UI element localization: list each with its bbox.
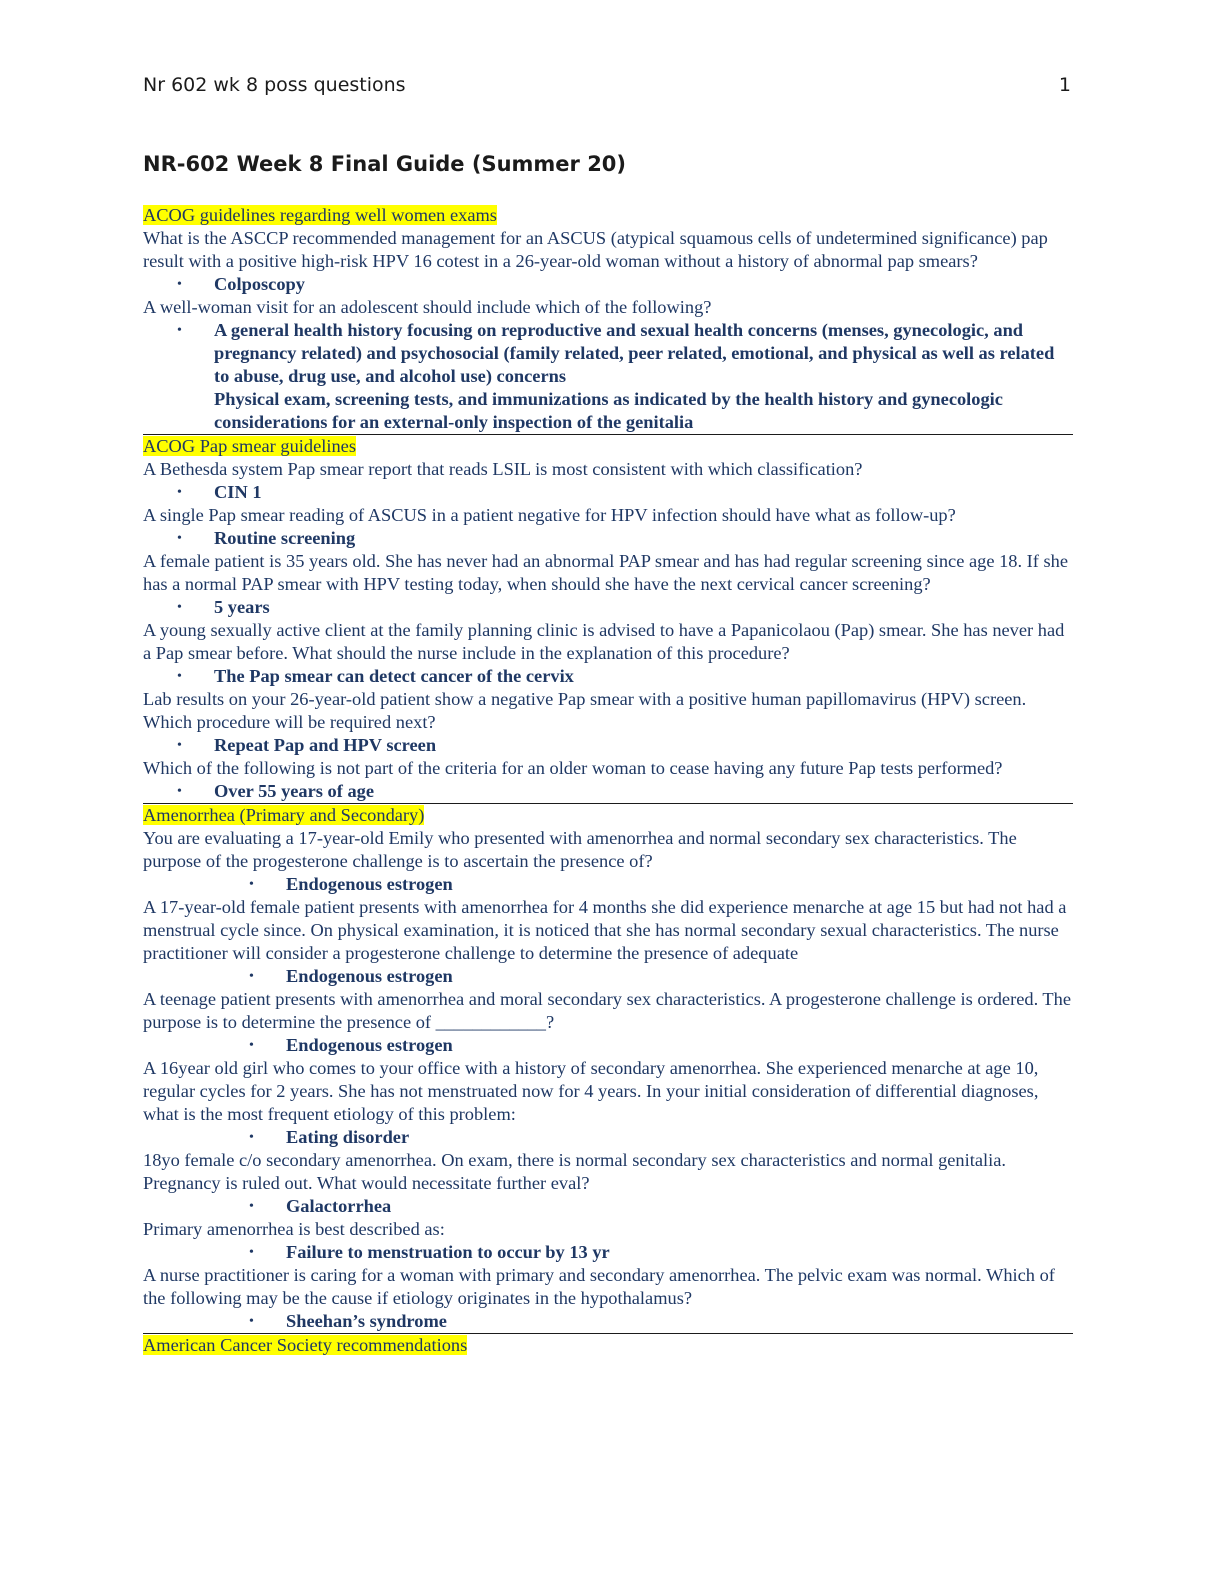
answer-text: Endogenous estrogen (286, 966, 453, 986)
answer-item (143, 1034, 1073, 1057)
answer-text: Endogenous estrogen (286, 874, 453, 894)
question: A female patient is 35 years old. She has never had an abnormal PAP smear and has had regular screening since age 18. If she has a normal PAP smear with HPV testing today, when should she have the next cervical cancer screening? (143, 551, 1069, 594)
question: A young sexually active client at the family planning clinic is advised to have a Papanicolaou (Pap) smear. She has never had a Pap smear before. What should the nurse include in the explanation of this procedure? (143, 620, 1065, 663)
section-well-women-exams (143, 204, 1073, 435)
highlighted-heading: ACOG Pap smear guidelines (143, 436, 356, 456)
section-heading (143, 435, 1073, 458)
bullet-icon: • (177, 669, 182, 684)
answer-text: Sheehan’s syndrome (286, 1311, 447, 1331)
answer-text: Endogenous estrogen (286, 1035, 453, 1055)
bullet-icon: • (177, 531, 182, 546)
bullet-icon: • (249, 1130, 254, 1145)
answer-text: The Pap smear can detect cancer of the cervix (214, 666, 574, 686)
section-heading (143, 804, 1073, 827)
answer-text: Routine screening (214, 528, 356, 548)
header-title: Nr 602 wk 8 poss questions (143, 74, 406, 96)
answer-text: 5 years (214, 597, 270, 617)
bullet-icon: • (249, 1038, 254, 1053)
answer-item (143, 1310, 1073, 1333)
bullet-icon: • (249, 1314, 254, 1329)
answer-item (143, 665, 1073, 688)
document-title: NR-602 Week 8 Final Guide (Summer 20) (143, 152, 627, 176)
bullet-icon: • (249, 877, 254, 892)
answer-text: Galactorrhea (286, 1196, 392, 1216)
bullet-icon: • (177, 277, 182, 292)
answer-item (143, 1126, 1073, 1149)
answer-text: Colposcopy (214, 274, 305, 294)
answer-item (143, 596, 1073, 619)
question: A 17-year-old female patient presents with amenorrhea for 4 months she did experience menarche at age 15 but had not had a menstrual cycle since. On physical examination, it is noticed that she has normal secondary sexual characteristics. The nurse practitioner will consider a progesterone challenge to determine the presence of adequate (143, 897, 1067, 963)
answer-text: Eating disorder (286, 1127, 410, 1147)
answer-item (143, 965, 1073, 988)
answer-item (143, 1195, 1073, 1218)
answer-text: Over 55 years of age (214, 781, 375, 801)
question: What is the ASCCP recommended management for an ASCUS (atypical squamous cells of undetermined significance) pap result with a positive high-risk HPV 16 cotest in a 26-year-old woman without a history of abnormal pap smears? (143, 228, 1048, 271)
answer-text: Physical exam, screening tests, and immunizations as indicated by the health history and gynecologic considerations for an external-only inspection of the genitalia (214, 389, 1003, 432)
bullet-icon: • (249, 969, 254, 984)
section-acs-recommendations (143, 1334, 1073, 1357)
answer-item (143, 319, 1073, 434)
answer-item (143, 873, 1073, 896)
highlighted-heading: ACOG guidelines regarding well women exams (143, 205, 497, 225)
answer-text: Repeat Pap and HPV screen (214, 735, 437, 755)
answer-item (143, 734, 1073, 757)
section-pap-smear-guidelines (143, 435, 1073, 804)
answer-text: CIN 1 (214, 482, 262, 502)
page-number: 1 (1058, 74, 1071, 96)
bullet-icon: • (249, 1245, 254, 1260)
bullet-icon: • (177, 323, 182, 338)
section-heading (143, 1334, 1073, 1357)
question: 18yo female c/o secondary amenorrhea. On exam, there is normal secondary sex characteristics and normal genitalia. Pregnancy is ruled out. What would necessitate further eval? (143, 1150, 1006, 1193)
question: A teenage patient presents with amenorrhea and moral secondary sex characteristics. A progesterone challenge is ordered. The purpose is to determine the presence of ____________? (143, 989, 1072, 1032)
answer-item (143, 780, 1073, 803)
highlighted-heading: Amenorrhea (Primary and Secondary) (143, 805, 425, 825)
section-heading (143, 204, 1073, 227)
answer-text: Failure to menstruation to occur by 13 yr (286, 1242, 610, 1262)
question: Lab results on your 26-year-old patient show a negative Pap smear with a positive human papillomavirus (HPV) screen. Which procedure will be required next? (143, 689, 1027, 732)
answer-item (143, 273, 1073, 296)
highlighted-heading: American Cancer Society recommendations (143, 1335, 468, 1355)
document-body (143, 204, 1073, 1357)
question: You are evaluating a 17-year-old Emily who presented with amenorrhea and normal secondary sex characteristics. The purpose of the progesterone challenge is to ascertain the presence of? (143, 828, 1017, 871)
question: A nurse practitioner is caring for a woman with primary and secondary amenorrhea. The pelvic exam was normal. Which of the following may be the cause if etiology originates in the hypothalamus? (143, 1265, 1055, 1308)
bullet-icon: • (177, 485, 182, 500)
bullet-icon: • (249, 1199, 254, 1214)
bullet-icon: • (177, 784, 182, 799)
bullet-icon: • (177, 738, 182, 753)
question: A well-woman visit for an adolescent should include which of the following? (143, 297, 712, 317)
question: A single Pap smear reading of ASCUS in a patient negative for HPV infection should have what as follow-up? (143, 505, 956, 525)
section-amenorrhea (143, 804, 1073, 1334)
answer-item (143, 1241, 1073, 1264)
question: A 16year old girl who comes to your office with a history of secondary amenorrhea. She experienced menarche at age 10, regular cycles for 2 years. She has not menstruated now for 4 years. In your initial consideration of differential diagnoses, what is the most frequent etiology of this problem: (143, 1058, 1039, 1124)
page-header (143, 74, 1071, 100)
answer-item (143, 527, 1073, 550)
question: A Bethesda system Pap smear report that reads LSIL is most consistent with which classification? (143, 459, 863, 479)
question: Primary amenorrhea is best described as: (143, 1219, 445, 1239)
answer-text: A general health history focusing on reproductive and sexual health concerns (menses, gynecologic, and pregnancy related) and psychosocial (family related, peer related, emotional, and physical as well as related to abuse, drug use, and alcohol use) concerns (214, 320, 1055, 386)
question: Which of the following is not part of the criteria for an older woman to cease having any future Pap tests performed? (143, 758, 1003, 778)
bullet-icon: • (177, 600, 182, 615)
answer-item (143, 481, 1073, 504)
